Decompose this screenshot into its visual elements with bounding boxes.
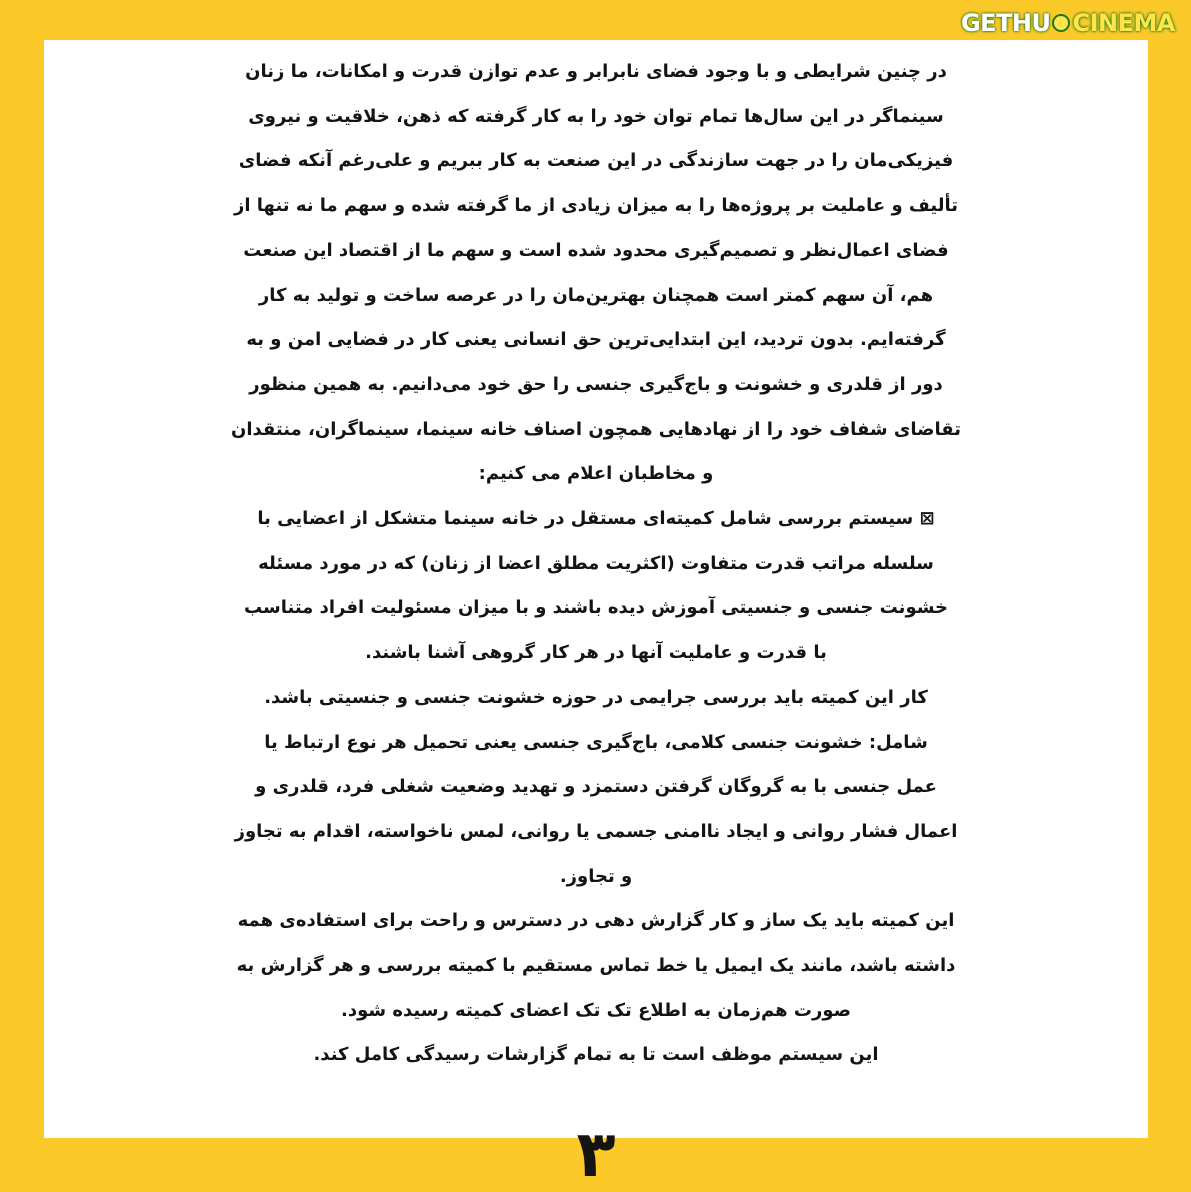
text-line: تألیف و عاملیت بر پروژه‌ها را به میزان زیادی از ما گرفته شده و سهم ما نه تنها از [234,195,958,217]
text-line: در چنین شرایطی و با وجود فضای نابرابر و عدم توازن قدرت و امکانات، ما زنان [245,61,947,82]
logo [961,6,1175,40]
logo-text-part1: GETHU [960,9,1051,37]
text-line: خشونت جنسی و جنسیتی آموزش دیده باشند و با میزان مسئولیت افراد متناسب [243,597,949,619]
text-line: فضای اعمال‌نظر و تصمیم‌گیری محدود شده است و سهم ما از اقتصاد این صنعت [243,239,949,261]
body-text [44,50,1148,1078]
logo-text-part2: CINEMA [1072,9,1175,37]
text-line: گرفته‌ایم. بدون تردید، این ابتدایی‌ترین حق انسانی یعنی کار در فضایی امن و به [246,329,946,351]
text-line: تقاضای شفاف خود را از نهادهایی همچون اصناف خانه سینما، سینماگران، منتقدان [231,418,961,440]
text-line: سلسله مراتب قدرت متفاوت (اکثریت مطلق اعضا از زنان) که در مورد مسئله [258,552,934,574]
text-line: ⊠ سیستم بررسی شامل کمیته‌ای مستقل در خانه سینما متشکل از اعضایی با [257,508,935,530]
text-line: فیزیکی‌مان را در جهت سازندگی در این صنعت به کار ببریم و علی‌رغم آنکه فضای [238,150,954,172]
text-line: صورت هم‌زمان به اطلاع تک تک اعضای کمیته رسیده شود. [341,999,851,1021]
text-line: شامل: خشونت جنسی کلامی، باج‌گیری جنسی یعنی تحمیل هر نوع ارتباط یا [264,731,928,753]
text-line: دور از قلدری و خشونت و باج‌گیری جنسی را حق خود می‌دانیم. به همین منظور [249,373,943,395]
text-panel [44,40,1148,1192]
text-line: کار این کمیته باید بررسی جرایمی در حوزه خشونت جنسی و جنسیتی باشد. [264,686,928,708]
text-line: سینماگر در این سال‌ها تمام توان خود را به کار گرفته که ذهن، خلاقیت و نیروی [248,105,944,127]
text-line: عمل جنسی با به گروگان گرفتن دستمزد و تهدید وضعیت شغلی فرد، قلدری و [255,776,937,798]
page-number: ۳ [576,1118,616,1192]
text-line: داشته باشد، مانند یک ایمیل یا خط تماس مستقیم با کمیته بررسی و هر گزارش به [236,955,956,977]
film-reel-icon [1052,14,1070,32]
text-line: این سیستم موظف است تا به تمام گزارشات رسیدگی کامل کند. [313,1044,879,1066]
text-line: این کمیته باید یک ساز و کار گزارش دهی در دسترس و راحت برای استفاده‌ی همه [237,910,955,932]
text-line: و تجاوز. [559,865,633,887]
text-line: هم، آن سهم کمتر است همچنان بهترین‌مان را در عرصه ساخت و تولید به کار [258,284,934,306]
text-line: و مخاطبان اعلام می کنیم: [478,463,714,485]
text-line: با قدرت و عاملیت آنها در هر کار گروهی آشنا باشند. [365,642,827,664]
text-line: اعمال فشار روانی و ایجاد ناامنی جسمی یا روانی، لمس ناخواسته، اقدام به تجاوز [234,820,958,842]
